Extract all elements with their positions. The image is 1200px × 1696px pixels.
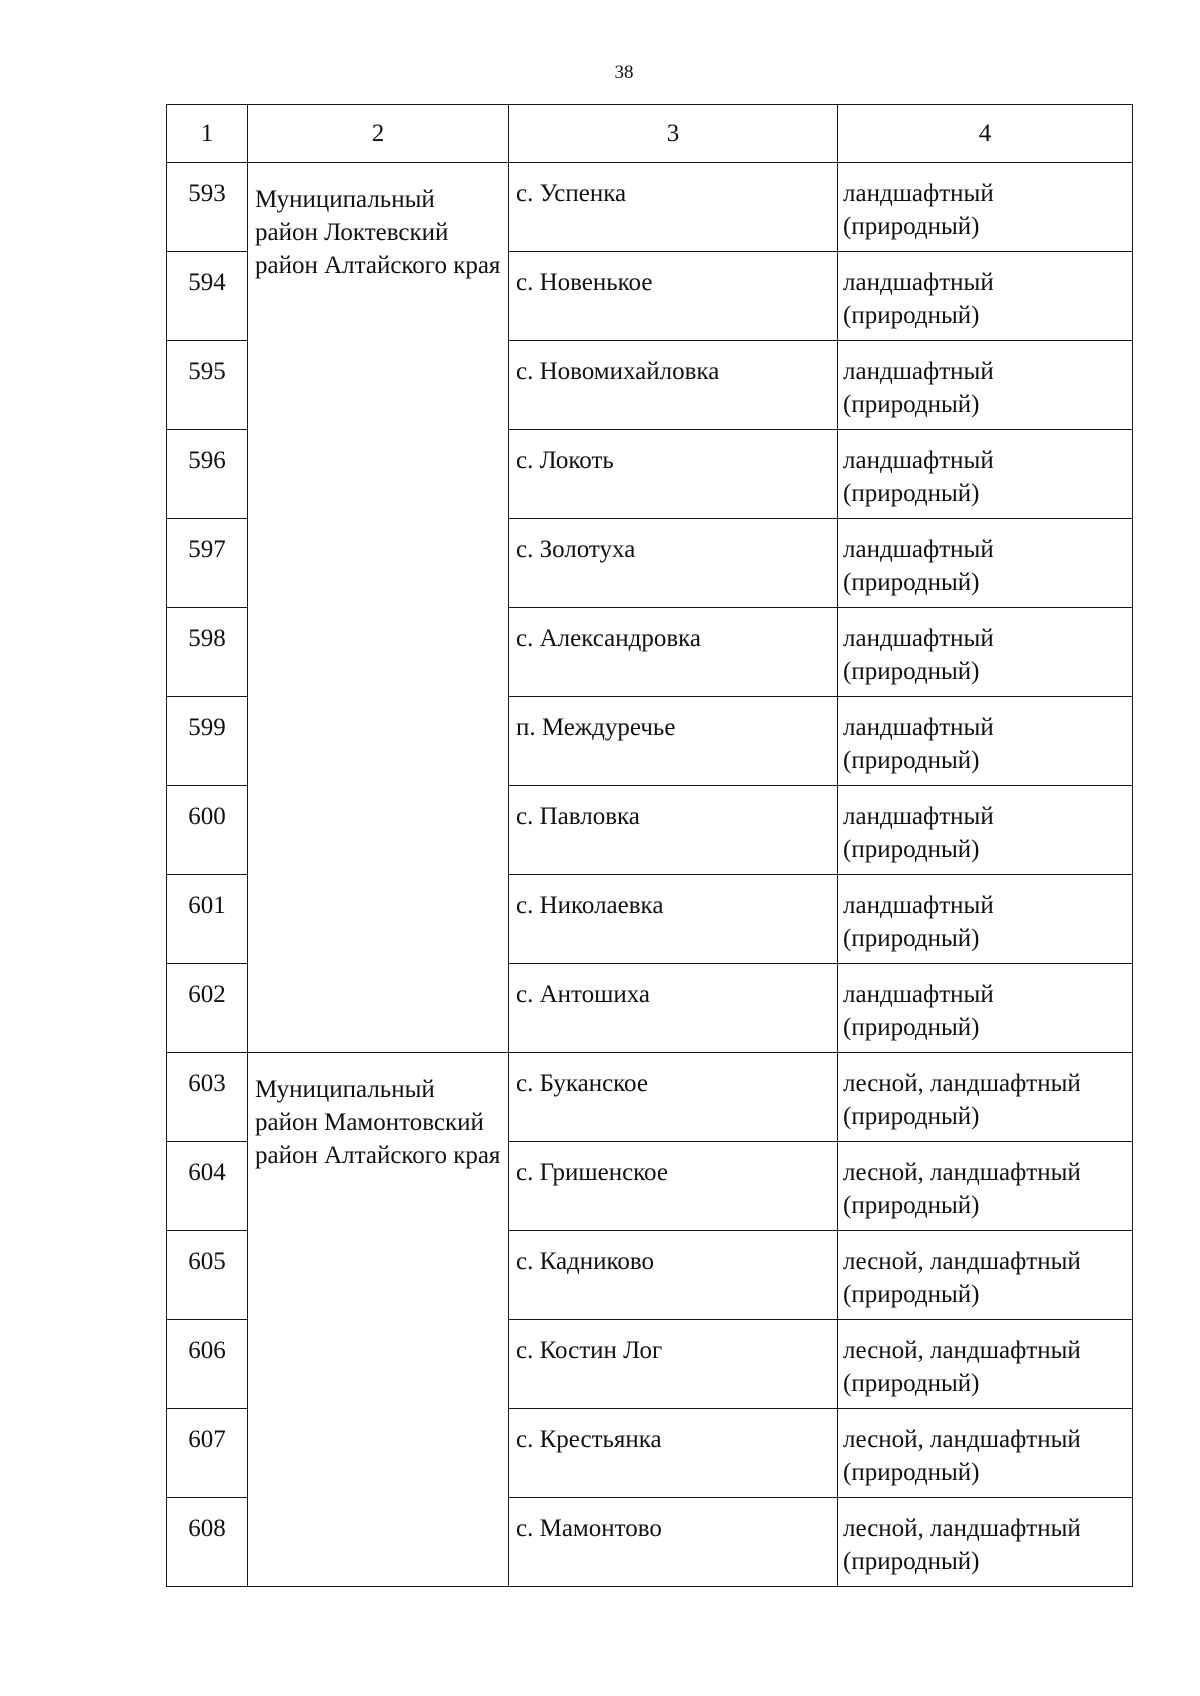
- site-type: лесной, ландшафтный (природный): [838, 1498, 1133, 1587]
- registry-table: [166, 104, 1133, 1587]
- site-type: ландшафтный (природный): [838, 964, 1133, 1053]
- row-number: 607: [167, 1409, 248, 1498]
- settlement-name: с. Новенькое: [509, 252, 838, 341]
- settlement-name: с. Александровка: [509, 608, 838, 697]
- settlement-name: с. Антошиха: [509, 964, 838, 1053]
- row-number: 604: [167, 1142, 248, 1231]
- district-name: Муниципальный район Мамонтовский район Алтайского края: [248, 1053, 509, 1587]
- site-type: ландшафтный (природный): [838, 786, 1133, 875]
- settlement-name: с. Новомихайловка: [509, 341, 838, 430]
- site-type: лесной, ландшафтный (природный): [838, 1231, 1133, 1320]
- site-type: лесной, ландшафтный (природный): [838, 1320, 1133, 1409]
- header-col-2: 2: [248, 105, 509, 163]
- settlement-name: п. Междуречье: [509, 697, 838, 786]
- site-type: ландшафтный (природный): [838, 252, 1133, 341]
- header-col-1: 1: [167, 105, 248, 163]
- site-type: ландшафтный (природный): [838, 519, 1133, 608]
- header-col-4: 4: [838, 105, 1133, 163]
- site-type: ландшафтный (природный): [838, 875, 1133, 964]
- page-number: 38: [614, 62, 634, 83]
- row-number: 598: [167, 608, 248, 697]
- row-number: 597: [167, 519, 248, 608]
- site-type: ландшафтный (природный): [838, 341, 1133, 430]
- header-col-3: 3: [509, 105, 838, 163]
- table-row: [167, 163, 1133, 252]
- settlement-name: с. Костин Лог: [509, 1320, 838, 1409]
- settlement-name: с. Локоть: [509, 430, 838, 519]
- row-number: 595: [167, 341, 248, 430]
- row-number: 603: [167, 1053, 248, 1142]
- settlement-name: с. Успенка: [509, 163, 838, 252]
- row-number: 596: [167, 430, 248, 519]
- site-type: лесной, ландшафтный (природный): [838, 1409, 1133, 1498]
- row-number: 601: [167, 875, 248, 964]
- site-type: ландшафтный (природный): [838, 608, 1133, 697]
- site-type: лесной, ландшафтный (природный): [838, 1053, 1133, 1142]
- row-number: 602: [167, 964, 248, 1053]
- row-number: 605: [167, 1231, 248, 1320]
- site-type: ландшафтный (природный): [838, 430, 1133, 519]
- row-number: 606: [167, 1320, 248, 1409]
- site-type: ландшафтный (природный): [838, 163, 1133, 252]
- settlement-name: с. Гришенское: [509, 1142, 838, 1231]
- settlement-name: с. Крестьянка: [509, 1409, 838, 1498]
- settlement-name: с. Павловка: [509, 786, 838, 875]
- settlement-name: с. Николаевка: [509, 875, 838, 964]
- site-type: ландшафтный (природный): [838, 697, 1133, 786]
- row-number: 599: [167, 697, 248, 786]
- site-type: лесной, ландшафтный (природный): [838, 1142, 1133, 1231]
- district-name: Муниципальный район Локтевский район Алтайского края: [248, 163, 509, 1053]
- registry-table-body: [167, 105, 1133, 1587]
- row-number: 608: [167, 1498, 248, 1587]
- settlement-name: с. Золотуха: [509, 519, 838, 608]
- row-number: 600: [167, 786, 248, 875]
- header-row: [167, 105, 1133, 163]
- settlement-name: с. Кадниково: [509, 1231, 838, 1320]
- table-row: [167, 1053, 1133, 1142]
- settlement-name: с. Мамонтово: [509, 1498, 838, 1587]
- settlement-name: с. Буканское: [509, 1053, 838, 1142]
- row-number: 593: [167, 163, 248, 252]
- row-number: 594: [167, 252, 248, 341]
